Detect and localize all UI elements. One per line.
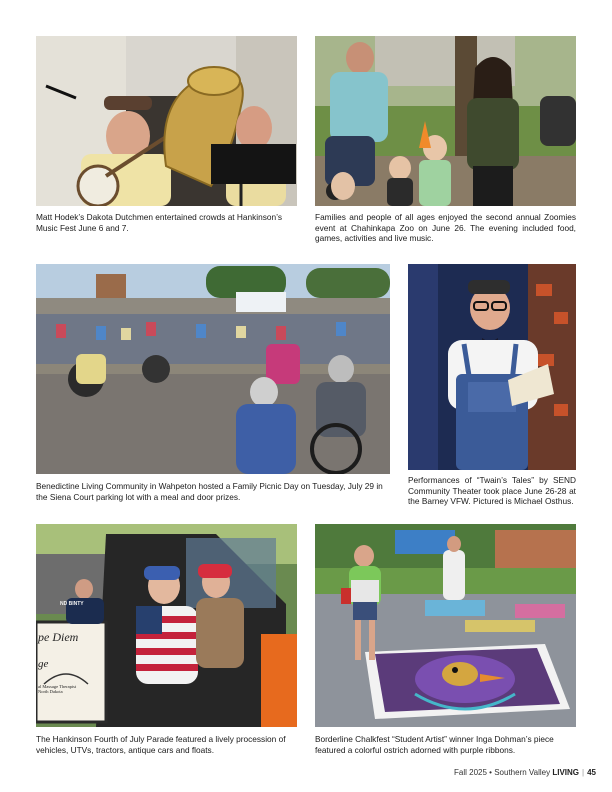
- footer-separator: |: [582, 768, 585, 777]
- photo-twains-tales: [408, 264, 576, 470]
- magazine-brand: LIVING: [552, 768, 580, 777]
- issue-label: Fall 2025: [454, 768, 487, 777]
- magazine-prefix: Southern Valley: [494, 768, 551, 777]
- parade-sign-text: [38, 630, 104, 694]
- caption-family-picnic: Benedictine Living Community in Wahpeton hosted a Family Picnic Day on Tuesday, July 29 in the Siena Court parking lot with a meal and door prizes.: [36, 481, 383, 502]
- caption-dakota-dutchmen: Matt Hodek’s Dakota Dutchmen entertained crowds at Hankinson’s Music Fest June 6 and 7.: [36, 212, 282, 233]
- parade-sign-line2: ge: [38, 658, 49, 670]
- photo-family-picnic: [36, 264, 390, 474]
- photo-dakota-dutchmen: [36, 36, 297, 206]
- caption-twains-tales: Performances of “Twain’s Tales” by SEND Community Theater took place June 26-28 at the Barney VFW. Pictured is Michael Osthus.: [408, 475, 576, 507]
- parade-sign-line1: pe Diem: [38, 630, 79, 644]
- caption-zoomies-event: Families and people of all ages enjoyed the second annual Zoomies event at Chahinkapa Zoo on June 26. The evening included food, games, activities and live music.: [315, 212, 576, 244]
- parade-sign-line3: al Massage Therapist: [38, 684, 77, 689]
- caption-borderline-chalkfest: Borderline Chalkfest “Student Artist” winner Inga Dohman’s piece featured a colorful ostrich adorned with purple ribbons.: [315, 734, 554, 755]
- photo-zoomies-event: [315, 36, 576, 206]
- truck-sign-text: ND BINTY: [60, 601, 84, 607]
- parade-sign-line4: North Dakota: [38, 689, 63, 694]
- photo-fourth-of-july-parade: [36, 524, 297, 727]
- photo-borderline-chalkfest: [315, 524, 576, 727]
- caption-fourth-of-july-parade: The Hankinson Fourth of July Parade featured a lively procession of vehicles, UTVs, tractors, antique cars and floats.: [36, 734, 286, 755]
- page-footer: [454, 768, 596, 777]
- footer-bullet: •: [489, 768, 492, 777]
- page-number: 45: [587, 768, 596, 777]
